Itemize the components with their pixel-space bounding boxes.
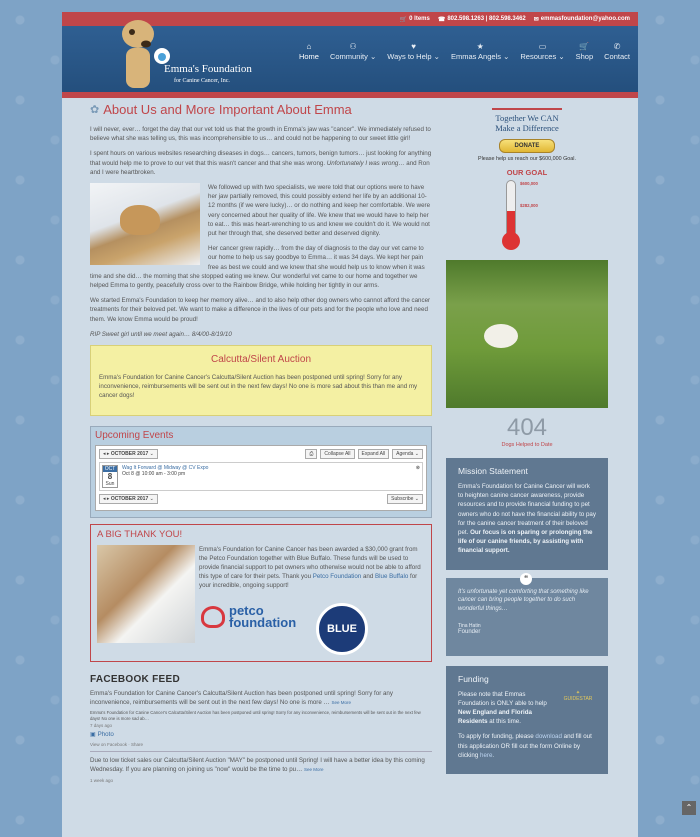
subscribe-button[interactable]: Subscribe ⌄ <box>387 494 423 504</box>
cart-count: 0 Items <box>409 16 430 22</box>
star-icon: ★ <box>476 42 484 51</box>
grant-photo <box>97 545 195 643</box>
about-paragraph: We started Emma's Foundation to keep her memory alive… and to also help other dog owners who cannot afford the cancer treatments for their beloved pet. We want to make a difference in the lives of our pets and for the people who love and need them. We know Emma would be proud! <box>90 297 431 323</box>
page-container <box>62 12 638 837</box>
nav-community[interactable] <box>330 42 376 61</box>
nav-label: Contact <box>604 52 630 61</box>
auction-notice <box>90 345 432 416</box>
petco-logo: petco foundation <box>201 605 296 629</box>
goal-text: Please help us reach our $600,000 Goal. <box>478 156 576 162</box>
close-icon[interactable]: ⊗ <box>415 464 420 471</box>
fb-post-age: 1 week ago <box>90 777 114 783</box>
facebook-feed <box>90 674 432 783</box>
download-link[interactable]: download <box>535 733 562 741</box>
dogs-helped-counter: 404 Dogs Helped to Date <box>501 414 553 448</box>
founder-quote <box>446 573 608 656</box>
home-icon: ⌂ <box>306 42 312 51</box>
heart-icon: ♥ <box>411 42 416 51</box>
goal-thermometer <box>446 168 608 250</box>
about-paragraph: I spent hours on various websites researching diseases in dogs… cancers, tumors, benign tumors… just looking for anything that would help me to prove to our vet that this wasn't cancer and that she was wrong. Unfortunately I was wrong… and Ron and I were heartbroken. <box>90 150 432 176</box>
collapse-all-button[interactable]: Collapse All <box>320 449 354 459</box>
auction-title: Calcutta/Silent Auction <box>210 354 312 366</box>
event-time: Oct 8 @ 10:00 am - 3:00 pm <box>122 470 186 477</box>
emma-photo <box>90 183 200 265</box>
about-paragraph: Her cancer grew rapidly… from the day of diagnosis to the day our vet came to our home to help us say goodbye to Emma… it was 34 days. We kept her pain free as best we could and we knew that she would help us to know when it was time and she did… the morning that she stopped eating we knew. Our wonderful vet came to our home and together we helped Emma to gently, peacefully cross over to the Rainbow Bridge, while holding her tightly in our arms. <box>90 245 425 290</box>
event-title[interactable]: Wag It Forward @ Midway @ CV Expo <box>122 464 209 471</box>
goal-label: OUR GOAL <box>506 168 548 177</box>
month-selector[interactable]: ◂ ▸ OCTOBER 2017 ⌄ <box>99 449 158 459</box>
heart-icon <box>201 606 225 628</box>
mission-title: Mission Statement <box>458 466 528 476</box>
fb-post-age: 7 days ago <box>90 723 113 729</box>
fb-photo-link[interactable]: ▣ Photo <box>90 731 114 739</box>
funding-text: Please note that Emmas Foundation is ONLY able to help New England and Florida Residents at this time. <box>458 690 547 726</box>
blue-buffalo-link[interactable]: Blue Buffalo <box>375 572 409 580</box>
expand-all-button[interactable]: Expand All <box>358 449 390 459</box>
main-content <box>90 102 432 785</box>
agenda-select[interactable]: Agenda ⌄ <box>392 449 423 459</box>
mission-statement <box>446 458 608 570</box>
funding-title: Funding <box>458 673 489 684</box>
quote-icon: ❝ <box>520 573 532 585</box>
nav-label: Home <box>298 52 319 61</box>
paw-icon: ✿ <box>90 104 100 116</box>
nav-resources[interactable] <box>520 42 564 61</box>
users-icon: ⚇ <box>349 42 357 51</box>
email-link[interactable]: ✉ emmasfoundation@yahoo.com <box>533 16 630 23</box>
thermometer-tube <box>506 180 516 238</box>
donate-button[interactable]: DONATE <box>499 139 555 153</box>
event-item[interactable] <box>99 462 423 491</box>
nav-shop[interactable] <box>576 42 594 61</box>
blue-buffalo-logo: BLUE <box>316 603 368 655</box>
fb-post: Emma's Foundation for Canine Cancer's Calcutta/Silent Auction has been postponed until spring! Sorry for any inconvenience, reimbursements will be sent out in the next few days! No one is more … See More <box>90 689 393 706</box>
event-calendar <box>95 445 427 511</box>
see-more-link[interactable]: See More <box>331 699 351 705</box>
facebook-title: FACEBOOK FEED <box>90 673 181 685</box>
month-selector-bottom[interactable]: ◂ ▸ OCTOBER 2017 ⌄ <box>99 494 158 504</box>
about-paragraph: We followed up with two specialists, we were told that our options were to have her jaw partially removed, this could possibly extend her life by an additional 10-12 months (if we were lucky)… or do nothing and keep her comfortable. We were very concerned about her quality of life. We knew that we would have to help her to eat… this was heart-wrenching to us and knew we couldn't do it. We would not put her through that, she deserved better and deserved dignity. <box>208 184 431 238</box>
mission-text: Emma's Foundation for Canine Cancer will work to heighten canine cancer awareness, provide resources and to provide financial funding to pet owners who do not have the financial ability to pay for the canine cancer treatment of their beloved pet. Our focus is on sparing or prolonging the life of our canine friends, by assisting with financial support. <box>458 483 596 555</box>
image-icon: ▣ <box>90 731 96 739</box>
phone-icon: ✆ <box>613 42 621 51</box>
nav-home[interactable] <box>299 42 319 61</box>
nav-label: Community ⌄ <box>329 52 377 61</box>
about-paragraph: I will never, ever… forget the day that our vet told us that the growth in Emma's jaw was "cancer". We immediately refused to believe what she was telling us, this was incomprehensible to us… and could not be happening to our sweet little girl! <box>90 126 431 143</box>
fb-post-preview: Emma's Foundation for Canine Cancer's Calcutta/Silent Auction has been postponed until spring! Sorry for any inconvenience, reimbursements will be sent out in the next few days! No one is more sad ab… <box>90 710 421 721</box>
svg-text:Emma's Foundation: Emma's Foundation <box>164 63 252 75</box>
sidebar <box>446 102 608 774</box>
main-nav <box>299 42 630 61</box>
phone-text: 802.598.1263 | 802.598.3462 <box>447 16 526 22</box>
scroll-to-top-icon[interactable]: ⌃ <box>682 801 696 815</box>
quote-text: It's unfortunate yet comforting that something like cancer can bring people together to do such wonderful things… <box>458 588 589 612</box>
svg-text:for Canine Cancer, Inc.: for Canine Cancer, Inc. <box>174 78 230 84</box>
about-title: ✿ About Us and More Important About Emma <box>90 102 352 117</box>
nav-label: Resources ⌄ <box>520 52 565 61</box>
folder-icon: ▭ <box>538 42 547 51</box>
thank-you-section <box>90 524 432 662</box>
funding-box <box>446 666 608 774</box>
cart-link[interactable]: 🛒 0 Items <box>399 16 430 23</box>
nav-contact[interactable] <box>604 42 630 61</box>
see-more-link[interactable]: See More <box>304 767 324 773</box>
thanks-title: A BIG THANK YOU! <box>97 528 183 540</box>
auction-text: Emma's Foundation for Canine Cancer's Calcutta/Silent Auction has been postponed until spring! Sorry for any inconvenience, reimbursements will be sent out in the next few days! No one is more sad about this than me and my cancer dogs! <box>99 374 418 400</box>
nav-label: Shop <box>575 52 594 61</box>
site-logo[interactable] <box>96 14 252 94</box>
quote-author: Tina Hatin <box>458 623 481 630</box>
star-icon: ✦ <box>575 689 581 696</box>
thanks-text: Emma's Foundation for Canine Cancer has been awarded a $30,000 grant from the Petco Foundation together with Blue Buffalo. These funds will be used to provide financial support to pet owners who otherwise would not be able to afford this type of care for their pets. Thank you Petco Foundation and Blue Buffalo for your incredible, ongoing support! <box>199 545 421 589</box>
petco-link[interactable]: Petco Foundation <box>312 572 362 580</box>
nav-label: Emmas Angels ⌄ <box>450 52 510 61</box>
email-text: emmasfoundation@yahoo.com <box>540 16 630 22</box>
slogan: Together We CAN Make a Difference <box>446 108 608 133</box>
fb-view-share[interactable]: View on Facebook · Share <box>90 742 143 748</box>
here-link[interactable]: here <box>480 751 493 759</box>
nav-emmas-angels[interactable] <box>451 42 509 61</box>
rip-text: RIP Sweet girl until we meet again… 8/4/00-8/19/10 <box>90 330 232 338</box>
dog-in-grass-photo <box>446 260 608 408</box>
upcoming-events <box>90 426 432 518</box>
event-date: OCT 8 Sun <box>102 465 118 488</box>
nav-ways-to-help[interactable] <box>387 42 440 61</box>
nav-label: Ways to Help ⌄ <box>387 52 440 61</box>
funding-apply-text: To apply for funding, please download and fill out this application OR fill out the form Online by clicking here. <box>458 733 592 759</box>
goal-scale: $600,000 $282,000 <box>520 181 538 209</box>
thermometer-bulb <box>502 232 520 250</box>
phone-numbers: ☎ 802.598.1263 | 802.598.3462 <box>437 16 526 23</box>
print-icon[interactable]: ⎙ <box>305 449 317 459</box>
fb-post: Due to low ticket sales our Calcutta/Silent Auction "MAY" be postponed until Spring! I will have a better idea by this coming Wednesday. If you are planning on joining us "now" would be the time to pu… See More <box>90 757 425 774</box>
quote-role: Founder <box>458 629 481 636</box>
cart-icon: 🛒 <box>579 42 590 51</box>
site-header <box>62 26 638 92</box>
events-title: Upcoming Events <box>95 429 174 441</box>
guidestar-logo: ✦ GUIDESTAR <box>563 689 593 702</box>
